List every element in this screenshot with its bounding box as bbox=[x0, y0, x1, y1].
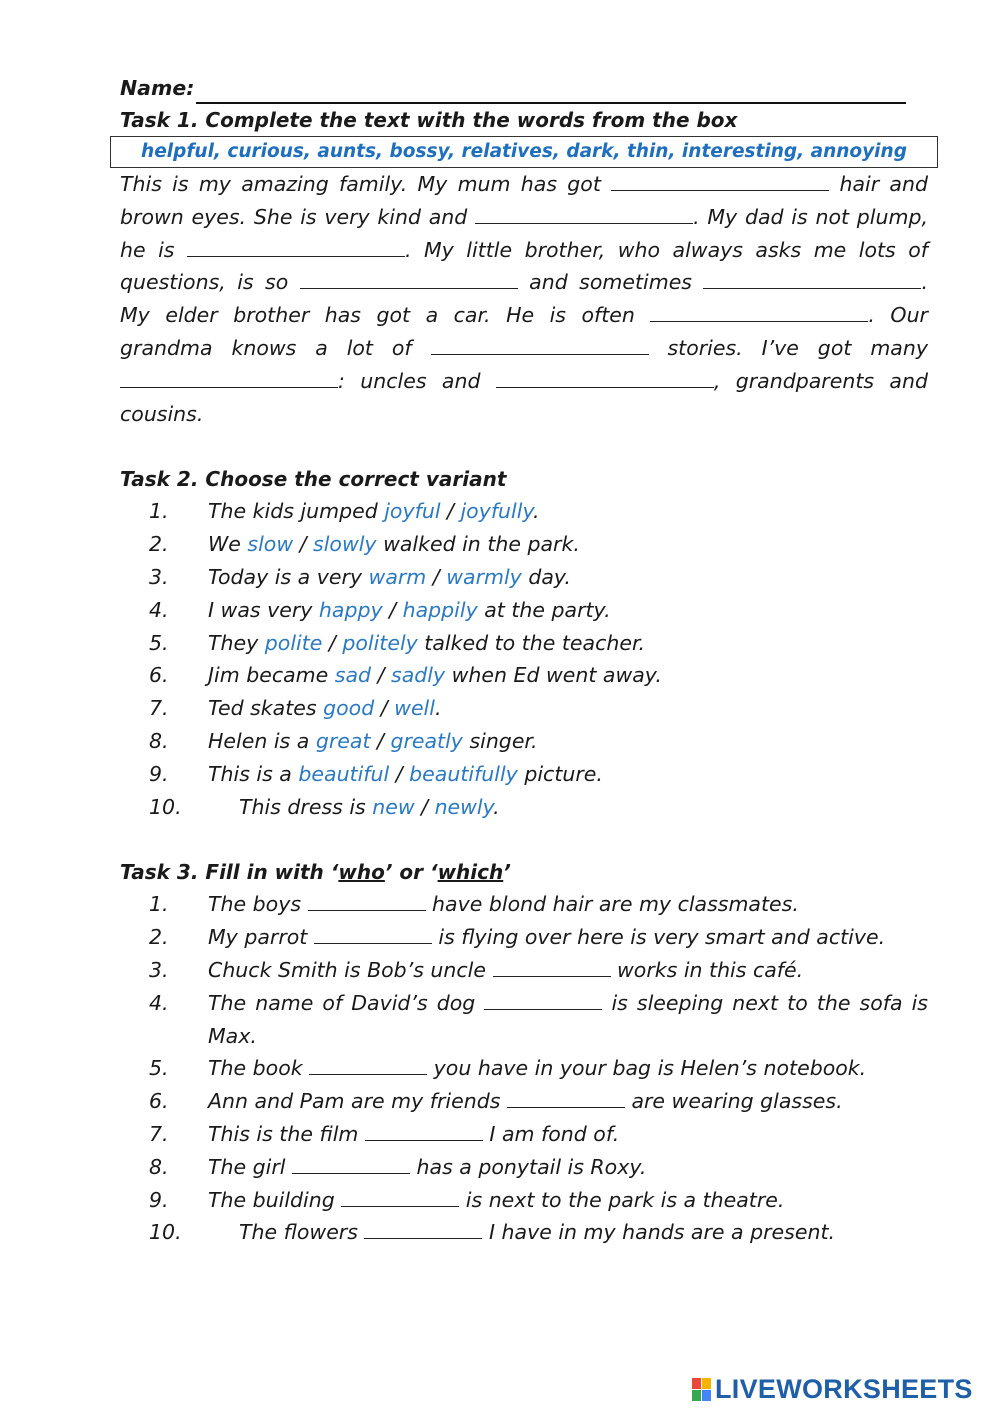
word-who: who bbox=[338, 860, 385, 885]
list-item bbox=[120, 791, 928, 824]
item-number: 1. bbox=[149, 499, 169, 524]
item-text: Jim became bbox=[208, 663, 335, 688]
blank-4[interactable] bbox=[300, 268, 518, 289]
option-separator: / bbox=[389, 761, 410, 786]
logo-text: LIVEWORKSHEETS bbox=[715, 1374, 973, 1404]
list-item bbox=[120, 954, 928, 987]
item-number: 4. bbox=[149, 990, 169, 1015]
list-item bbox=[120, 921, 928, 954]
item-number: 7. bbox=[149, 696, 169, 721]
list-item bbox=[120, 692, 928, 725]
option-separator: / bbox=[414, 794, 435, 819]
blank-5[interactable] bbox=[703, 268, 921, 289]
text-segment: . My elder brother has got a car. He is often bbox=[120, 270, 928, 328]
blank[interactable] bbox=[493, 956, 611, 977]
item-text: The building bbox=[208, 1187, 342, 1212]
blank[interactable] bbox=[308, 890, 426, 911]
item-number: 6. bbox=[149, 663, 169, 688]
text-segment: . Our grandma knows a lot of bbox=[120, 303, 928, 360]
option-separator: / bbox=[426, 564, 447, 589]
item-number: 4. bbox=[149, 597, 169, 622]
list-item bbox=[120, 1151, 928, 1184]
text-segment: : uncles and bbox=[338, 368, 481, 393]
option-2[interactable]: joyfully bbox=[460, 499, 533, 524]
option-2[interactable]: sadly bbox=[391, 663, 446, 688]
blank-8[interactable] bbox=[120, 367, 338, 388]
logo-mark-icon bbox=[692, 1378, 711, 1401]
item-text: The flowers bbox=[239, 1220, 365, 1245]
item-number: 2. bbox=[149, 925, 169, 950]
blank[interactable] bbox=[341, 1186, 459, 1207]
task1-paragraph bbox=[120, 168, 928, 430]
task3-title-text: Task 3. Fill in with bbox=[120, 860, 331, 885]
name-label: Name: bbox=[120, 76, 195, 100]
blank-1[interactable] bbox=[611, 170, 829, 191]
list-item bbox=[120, 627, 928, 660]
list-item bbox=[120, 725, 928, 758]
task3-list bbox=[120, 888, 928, 1249]
list-item bbox=[120, 1184, 928, 1217]
item-text: has a ponytail is Roxy. bbox=[410, 1154, 647, 1179]
option-2[interactable]: slowly bbox=[313, 532, 377, 557]
item-text: you have in your bag is Helen’s notebook. bbox=[427, 1056, 867, 1081]
option-separator: / bbox=[440, 499, 461, 524]
item-text: I have in my hands are a present. bbox=[482, 1220, 836, 1245]
item-text: The book bbox=[208, 1056, 310, 1081]
item-number: 7. bbox=[149, 1121, 169, 1146]
item-text: . bbox=[434, 696, 442, 721]
item-number: 9. bbox=[149, 1187, 169, 1212]
option-1[interactable]: joyful bbox=[384, 499, 441, 524]
option-1[interactable]: good bbox=[323, 696, 375, 721]
option-2[interactable]: well bbox=[394, 696, 435, 721]
blank-2[interactable] bbox=[475, 203, 693, 224]
blank-6[interactable] bbox=[650, 301, 868, 322]
item-text: The name of David’s dog bbox=[208, 990, 485, 1015]
list-item bbox=[120, 888, 928, 921]
name-input-line[interactable] bbox=[196, 78, 906, 104]
word-box: helpful, curious, aunts, bossy, relatives, dark, thin, interesting, annoying bbox=[110, 136, 938, 168]
item-number: 3. bbox=[149, 957, 169, 982]
item-text: I was very bbox=[208, 597, 319, 622]
item-text: Chuck Smith is Bob’s uncle bbox=[208, 957, 493, 982]
item-text: works in this café. bbox=[610, 957, 804, 982]
text-segment: This is my amazing family. My mum has got bbox=[120, 172, 601, 196]
list-item bbox=[120, 659, 928, 692]
blank-9[interactable] bbox=[496, 367, 714, 388]
blank[interactable] bbox=[292, 1153, 410, 1174]
blank[interactable] bbox=[507, 1087, 625, 1108]
spacer bbox=[120, 430, 928, 463]
item-text: Today is a very bbox=[208, 564, 369, 589]
item-text: picture. bbox=[517, 761, 603, 786]
text-segment: hair and brown eyes. She is very kind and bbox=[120, 172, 928, 229]
item-text: is sleeping next to the sofa is Max. bbox=[208, 990, 928, 1048]
item-text: The kids jumped bbox=[208, 499, 385, 524]
blank[interactable] bbox=[364, 1218, 482, 1239]
item-text: is flying over here is very smart and active. bbox=[431, 925, 886, 950]
worksheet bbox=[120, 72, 928, 1249]
list-item bbox=[120, 561, 928, 594]
item-text: have blond hair are my classmates. bbox=[425, 892, 799, 917]
quote-mark: ’ bbox=[503, 860, 511, 885]
option-2[interactable]: newly bbox=[434, 794, 494, 819]
item-number: 8. bbox=[149, 728, 169, 753]
option-1[interactable]: beautiful bbox=[298, 761, 390, 786]
text-segment: , grandparents and cousins. bbox=[120, 368, 928, 426]
option-1[interactable]: happy bbox=[318, 597, 383, 622]
item-text: at the party. bbox=[477, 597, 611, 622]
item-text: My parrot bbox=[208, 925, 314, 950]
blank-3[interactable] bbox=[187, 236, 405, 257]
item-text: This is the film bbox=[208, 1121, 365, 1146]
task3-title bbox=[120, 856, 928, 888]
text-segment: and sometimes bbox=[529, 270, 692, 295]
item-text: We bbox=[208, 532, 248, 557]
item-number: 5. bbox=[149, 1056, 169, 1081]
list-item bbox=[120, 1118, 928, 1151]
option-separator: / bbox=[371, 663, 392, 688]
text-segment: . My little brother, who always asks me lots of questions, is so bbox=[120, 237, 928, 295]
option-1[interactable]: sad bbox=[334, 663, 372, 688]
item-text: when Ed went away. bbox=[445, 663, 662, 688]
task1-title: Task 1. Complete the text with the words from the box bbox=[120, 108, 738, 132]
option-1[interactable]: great bbox=[315, 728, 371, 753]
blank[interactable] bbox=[365, 1120, 483, 1141]
text-segment: . My dad is not plump, he is bbox=[120, 204, 928, 262]
option-2[interactable]: happily bbox=[402, 597, 478, 622]
option-2[interactable]: beautifully bbox=[409, 761, 518, 786]
option-1[interactable]: slow bbox=[247, 532, 294, 557]
word-which: which bbox=[437, 860, 504, 885]
item-text: They bbox=[208, 630, 265, 655]
item-text: This dress is bbox=[239, 794, 373, 819]
item-text: I am fond of. bbox=[482, 1121, 620, 1146]
option-separator: / bbox=[293, 532, 314, 557]
option-separator: / bbox=[382, 597, 403, 622]
list-item bbox=[120, 594, 928, 627]
list-item bbox=[120, 528, 928, 561]
list-item bbox=[120, 987, 928, 1053]
option-1[interactable]: new bbox=[372, 794, 415, 819]
item-text: is next to the park is a theatre. bbox=[459, 1187, 785, 1212]
item-number: 3. bbox=[149, 564, 169, 589]
item-text: walked in the park. bbox=[376, 532, 580, 557]
item-text: . bbox=[532, 499, 540, 524]
option-2[interactable]: politely bbox=[342, 630, 418, 655]
item-number: 1. bbox=[149, 892, 169, 917]
list-item bbox=[120, 758, 928, 791]
item-number: 9. bbox=[149, 761, 169, 786]
item-text: This is a bbox=[208, 761, 299, 786]
option-1[interactable]: polite bbox=[264, 630, 323, 655]
task2-list bbox=[120, 495, 928, 823]
item-text: . bbox=[493, 794, 500, 819]
item-number: 5. bbox=[149, 630, 169, 655]
blank[interactable] bbox=[484, 989, 602, 1010]
item-text: are wearing glasses. bbox=[624, 1089, 843, 1114]
task3-title-text: ’ or ‘ bbox=[384, 860, 438, 885]
item-number: 8. bbox=[149, 1154, 169, 1179]
name-row bbox=[120, 72, 928, 104]
list-item bbox=[120, 1052, 928, 1085]
option-separator: / bbox=[374, 696, 395, 721]
blank[interactable] bbox=[314, 923, 432, 944]
item-text: The girl bbox=[208, 1154, 292, 1179]
list-item bbox=[120, 495, 928, 528]
item-text: day. bbox=[521, 564, 571, 589]
option-2[interactable]: warmly bbox=[446, 564, 522, 589]
item-number: 10. bbox=[149, 1220, 182, 1245]
item-number: 2. bbox=[149, 532, 169, 557]
option-1[interactable]: warm bbox=[368, 564, 427, 589]
item-number: 6. bbox=[149, 1089, 169, 1114]
list-item bbox=[120, 1085, 928, 1118]
text-segment: stories. I’ve got many bbox=[667, 335, 928, 360]
item-text: talked to the teacher. bbox=[417, 630, 646, 655]
spacer bbox=[120, 823, 928, 856]
item-text: The boys bbox=[208, 892, 308, 917]
option-2[interactable]: greatly bbox=[390, 728, 463, 753]
option-separator: / bbox=[322, 630, 343, 655]
option-separator: / bbox=[370, 728, 391, 753]
quote-mark: ‘ bbox=[330, 860, 339, 885]
list-item bbox=[120, 1216, 928, 1249]
liveworksheets-logo bbox=[692, 1374, 973, 1405]
blank[interactable] bbox=[309, 1054, 427, 1075]
task2-title: Task 2. Choose the correct variant bbox=[120, 467, 507, 492]
item-text: Ann and Pam are my friends bbox=[208, 1089, 507, 1114]
blank-7[interactable] bbox=[431, 334, 649, 355]
item-text: Ted skates bbox=[208, 696, 324, 721]
item-text: Helen is a bbox=[208, 728, 316, 753]
item-text: singer. bbox=[462, 728, 538, 753]
item-number: 10. bbox=[149, 794, 182, 819]
